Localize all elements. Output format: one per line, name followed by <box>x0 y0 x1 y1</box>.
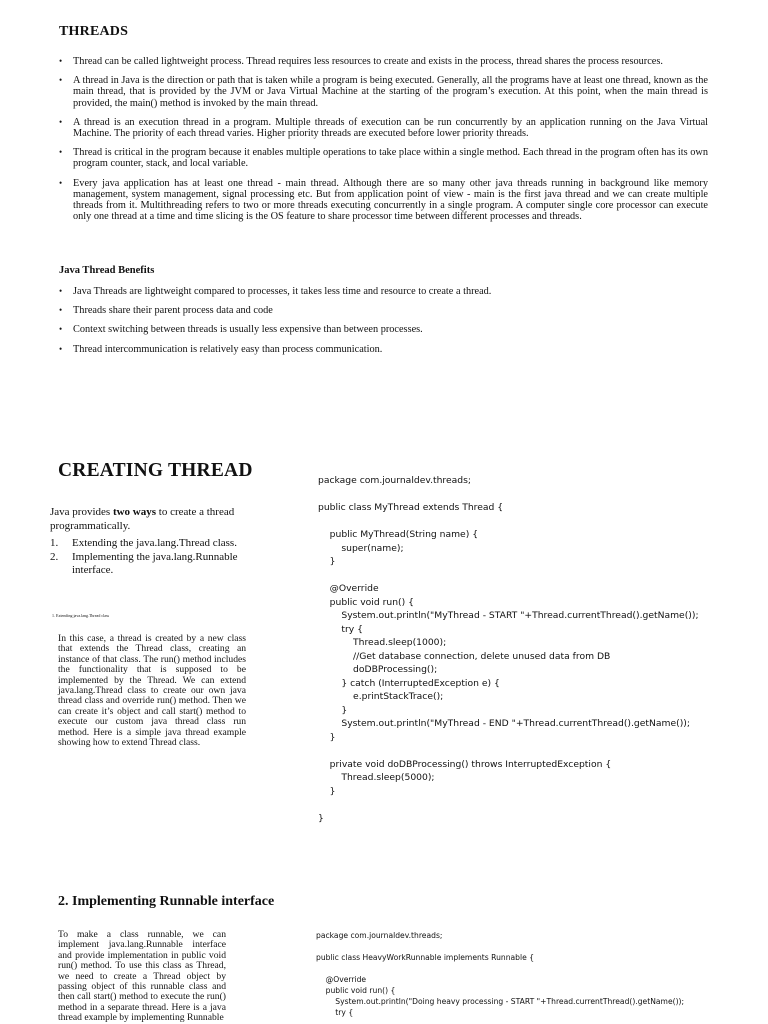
code-line: } <box>318 704 348 716</box>
threads-heading: THREADS <box>59 24 129 39</box>
benefit-bullet: • Thread intercommunication is relatively easy than process communication. <box>59 344 708 355</box>
intro-text-pre: Java provides <box>50 506 113 518</box>
threads-bullet: • A thread is an execution thread in a program. Multiple threads of execution can be run concurrently by an application running on the Java Virtual Machine. The priority of each thread varies. Higher priority threads are executed before lower priority threads. <box>59 117 708 139</box>
intro-text-post: to create a thread programmatically. <box>50 506 235 532</box>
code-line: Thread.sleep(5000); <box>318 772 435 783</box>
creating-thread-heading: CREATING THREAD <box>58 460 253 481</box>
benefits-bullet-list <box>59 286 708 363</box>
code-line: Thread.sleep(1000); <box>318 637 447 648</box>
ways-list <box>50 537 250 578</box>
threads-bullet: • Every java application has at least one thread - main thread. Although there are so many other java threads running in background like memory management, system management, signal processing etc. But from application point of view - main is the first java thread and we can create multiple threads from it. Multithreading refers to two or more threads executing concurrently in a single program. A computer single core processor can execute only one thread at a time and time slicing is the OS feature to share processor time between different processes and threads. <box>59 178 708 223</box>
code-line: public void run() { <box>316 986 396 995</box>
creating-intro <box>50 506 250 533</box>
code-line: public MyThread(String name) { <box>318 529 479 540</box>
code-line: } catch (InterruptedException e) { <box>318 677 500 689</box>
code-line: } <box>318 731 336 743</box>
threads-bullet: • Thread is critical in the program because it enables multiple operations to take place within a single method. Each thread in the program often has its own program counter, stack, and local variable. <box>59 147 708 169</box>
code-line <box>316 963 684 974</box>
benefit-bullet: • Context switching between threads is usually less expensive than between processes. <box>59 324 708 335</box>
code-line: } <box>318 812 324 824</box>
code-line: //Get database connection, delete unused data from DB <box>318 650 611 662</box>
code-line: public class HeavyWorkRunnable implements Runnable { <box>316 953 535 962</box>
code-line: package com.journaldev.threads; <box>318 475 471 486</box>
code-line: System.out.println("Doing heavy processing - START "+Thread.currentThread().getName()); <box>316 997 685 1006</box>
way-text: Extending the java.lang.Thread class. <box>72 537 237 549</box>
code-line <box>318 488 699 502</box>
way-item <box>50 537 250 551</box>
code-line: try { <box>318 623 363 635</box>
runnable-paragraph: To make a class runnable, we can implement java.lang.Runnable interface and provide implementation in public void run() method. To use this class as Thread, we need to create a Thread object by passing object of this runnable class and then call start() method to execute the run() method in a separate thread. Here is a java thread example by implementing Runnable <box>58 929 226 1024</box>
way-number: 2. <box>50 550 59 563</box>
extending-thread-paragraph: In this case, a thread is created by a new class that extends the Thread class, creating an instance of that class. The run() method includes the functionality that is supposed to be implemented by the Thread. We can extend java.lang.Thread class to create our own java thread class and override run() method. Then we can create it’s object and call start() method to execute our custom java thread class run method. Here is a simple java thread example showing how to extend Thread class. <box>58 633 246 749</box>
code-line: doDBProcessing(); <box>318 664 438 675</box>
code-line <box>318 798 699 812</box>
code-line: try { <box>316 1008 354 1017</box>
way-number: 1. <box>50 537 59 549</box>
way-item <box>50 551 250 578</box>
code-line <box>318 515 699 529</box>
threads-bullet-list <box>59 56 708 230</box>
mythread-code-block <box>318 474 699 825</box>
code-line <box>316 941 684 952</box>
code-line: public class MyThread extends Thread { <box>318 502 504 513</box>
way-text: Implementing the java.lang.Runnable interface. <box>72 550 238 576</box>
code-line <box>318 569 699 583</box>
code-line: super(name); <box>318 542 404 554</box>
code-line: private void doDBProcessing() throws InterruptedException { <box>318 758 612 770</box>
code-line: package com.journaldev.threads; <box>316 931 443 940</box>
code-line: System.out.println("MyThread - START "+Thread.currentThread().getName()); <box>318 610 699 621</box>
runnable-code-block <box>316 930 684 1018</box>
code-line: e.printStackTrace(); <box>318 691 444 702</box>
benefit-bullet: • Java Threads are lightweight compared to processes, it takes less time and resource to create a thread. <box>59 286 708 297</box>
benefit-bullet: • Threads share their parent process data and code <box>59 305 708 316</box>
code-line <box>318 744 699 758</box>
threads-bullet: • Thread can be called lightweight process. Thread requires less resources to create and exists in the process, thread shares the process resources. <box>59 56 708 67</box>
code-line: System.out.println("MyThread - END "+Thread.currentThread().getName()); <box>318 718 690 729</box>
benefits-heading: Java Thread Benefits <box>59 265 155 276</box>
threads-bullet: • A thread in Java is the direction or path that is taken while a program is being executed. Generally, all the programs have at least one thread, known as the main thread, that is provided by the JVM or Java Virtual Machine at the starting of the program’s execution. At this point, when the main thread is provided, the main() method is invoked by the main thread. <box>59 75 708 109</box>
extending-thread-subheading: 1. Extending java.lang.Thread class <box>52 613 110 618</box>
code-line: @Override <box>316 975 367 984</box>
code-line: @Override <box>318 583 379 594</box>
code-line: } <box>318 785 336 797</box>
intro-text-bold: two ways <box>112 506 157 518</box>
code-line: public void run() { <box>318 596 414 608</box>
code-line: } <box>318 556 336 567</box>
runnable-heading: 2. Implementing Runnable interface <box>58 894 275 909</box>
